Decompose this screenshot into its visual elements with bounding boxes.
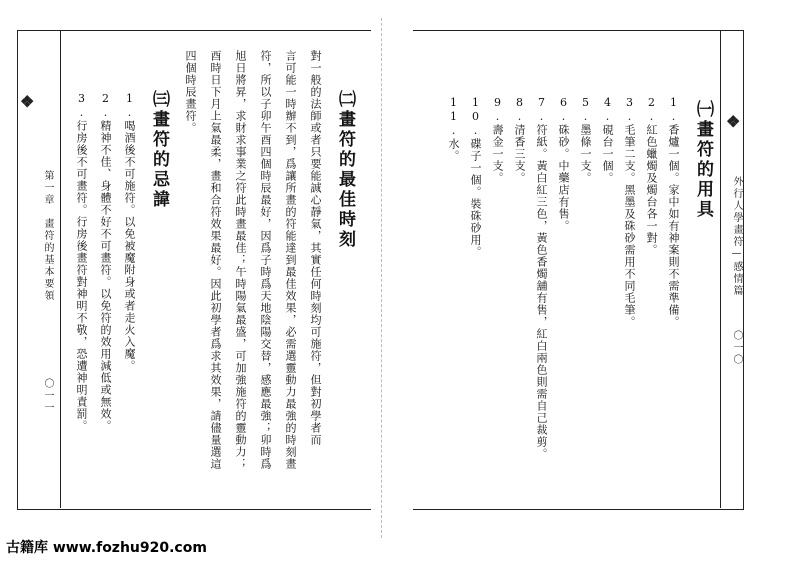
body-line: 對一般的法師或者只要能誠心靜氣，其實任何時刻均可施符，但對初學者而 <box>309 50 322 446</box>
list-item: 2.紅色蠟燭及燭台各一對。 <box>645 96 658 256</box>
list-item: 5.墨條一支。 <box>579 96 592 184</box>
right-side-rule <box>720 30 721 508</box>
body-line: 四個時辰畫符。 <box>184 50 197 134</box>
left-side-rule <box>60 30 61 508</box>
list-item: 3.毛筆二支。黑墨及硃砂需用不同毛筆。 <box>623 96 636 328</box>
list-item: 1.香爐一個。家中如有神案則不需準備。 <box>667 96 680 328</box>
list-item: 8.清香三支。 <box>513 96 526 184</box>
list-item: 6.硃砂。中藥店有售。 <box>557 96 570 232</box>
ornament-icon: ❖ <box>726 112 741 131</box>
page-number-left: 〇一一 <box>42 378 53 414</box>
list-item: 4.硯台一個。 <box>601 96 614 184</box>
page-gutter <box>381 18 383 538</box>
body-line: 旭日將昇，求財求事業之符此時畫最佳；午時陽氣最盛，可加強施符的靈動力； <box>234 50 247 470</box>
list-item: 1.喝酒後不可施符。以免被魔附身或者走火入魔。 <box>123 92 136 372</box>
body-line: 言可能一時辦不到，爲讓所畫的符能達到最佳效果，必需選靈動力最強的時刻畫 <box>284 50 297 470</box>
list-item: 7.符紙。黃白紅三色，黃色香燭舖有售，紅白兩色則需自己裁剪。 <box>535 96 548 460</box>
section-heading-tools: ㈠畫符的用具 <box>693 100 713 220</box>
ornament-icon: ❖ <box>20 92 35 111</box>
list-item: 9.壽金一支。 <box>491 96 504 184</box>
list-item: 3.行房後不可畫符。行房後畫符對神明不敬，恐遭神明責罰。 <box>75 92 88 432</box>
list-item: 10.碟子一個。裝硃砂用。 <box>469 96 482 258</box>
running-head-right: 外行人學畫符—感情篇 <box>731 176 742 297</box>
running-head-left: 第一章 畫符的基本要領 <box>42 170 53 302</box>
body-line: 符，所以子卯午酉四個時辰最好，因爲子時爲天地陰陽交替，感應最強；卯時爲 <box>259 50 272 470</box>
page-number-right: 〇一〇 <box>731 330 742 366</box>
watermark: 古籍库 www.fozhu920.com <box>6 540 207 556</box>
list-item: 11.水。 <box>447 96 460 162</box>
section-heading-best-time: ㈡畫符的最佳時刻 <box>335 90 355 250</box>
body-line: 酉時日下月上氣最柔，畫和合符效果最好。因此初學者爲求其效果，請儘量選這 <box>209 50 222 470</box>
list-item: 2.精神不佳、身體不好不可畫符。以免符的效用減低或無效。 <box>99 92 112 432</box>
section-heading-taboos: ㈢畫符的忌諱 <box>149 90 169 210</box>
